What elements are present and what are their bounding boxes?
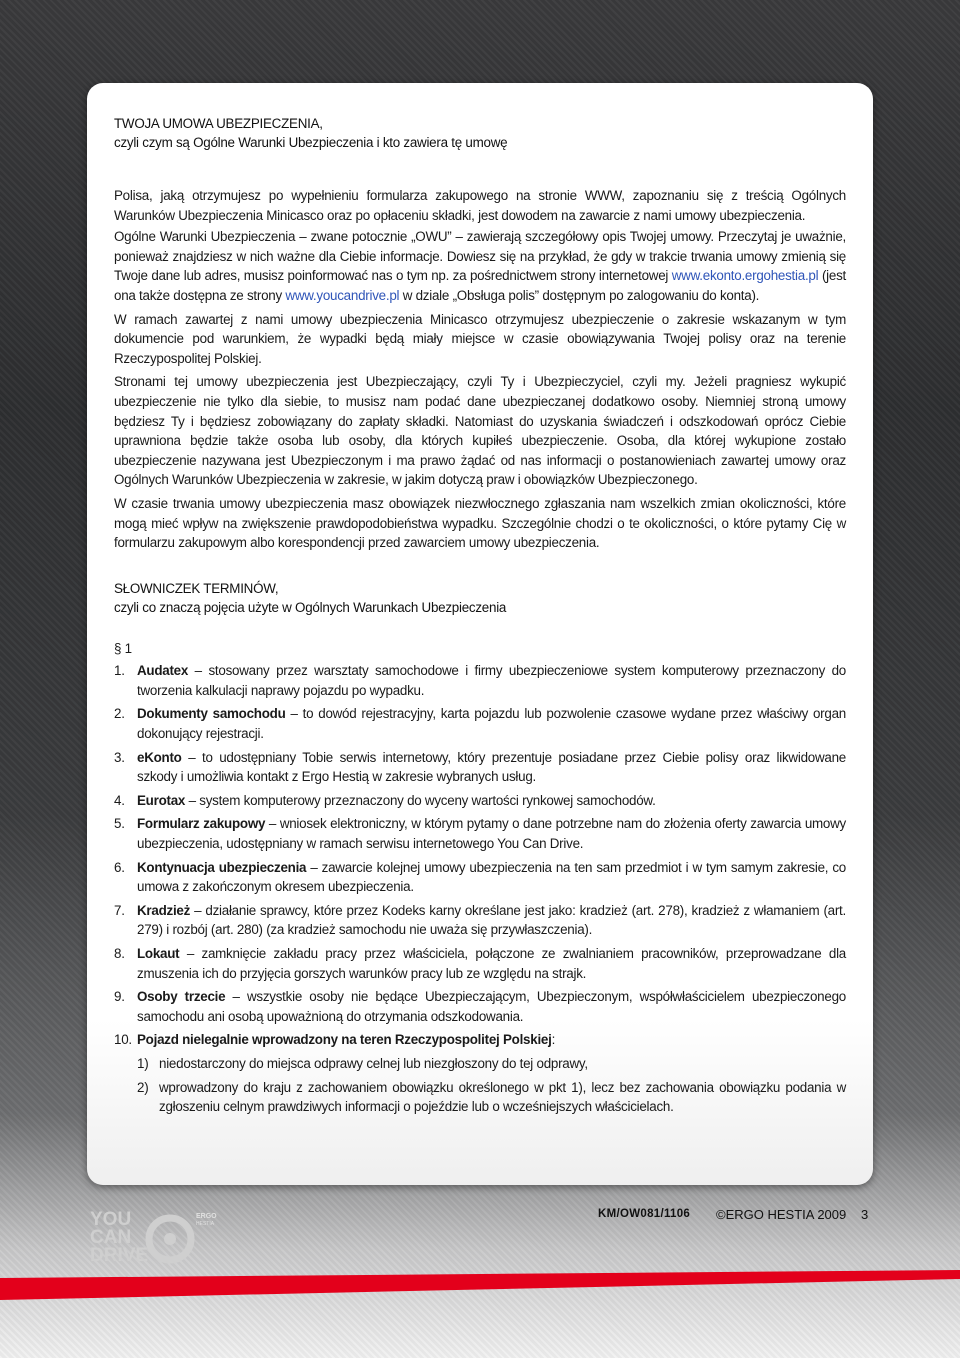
sub-item-number: 1): [137, 1055, 149, 1071]
definition-term: eKonto: [137, 749, 182, 765]
red-accent-stripe: [0, 1270, 960, 1300]
intro-p2-text-a: Ogólne Warunki Ubezpieczenia – zwane potocznie „OWU” – zawierają szczegółowy opis Twojej umowy. Przeczytaj je uważnie, ponieważ znajdziesz w nich ważne dla Ciebie informacje. Dowiesz się na przykład, że gdy w trakcie trwania umowy zmienią się Twoje dane lub adres, musisz poinformować nas o tym np. za pośrednictwem strony internetowej: [114, 229, 846, 284]
glossary-heading-line-2: czyli co znaczą pojęcia użyte w Ogólnych Warunkach Ubezpieczenia: [114, 599, 507, 615]
definition-item: [114, 1030, 846, 1116]
definition-number: 4.: [114, 792, 125, 808]
definition-number: 10.: [114, 1032, 132, 1048]
definition-number: 6.: [114, 859, 125, 875]
definition-term: Lokaut: [137, 946, 180, 961]
sub-item-number: 2): [137, 1079, 149, 1095]
document-content: [114, 114, 846, 1121]
definition-text: – wszystkie osoby nie będące Ubezpieczającym, Ubezpieczonym, współwłaścicielem ubezpieczonego samochodu ani osobą upoważnioną do otrzymania odszkodowania.: [137, 989, 846, 1024]
definition-number: 7.: [114, 902, 125, 918]
intro-paragraph-1: Polisa, jaką otrzymujesz po wypełnieniu formularza zakupowego na stronie WWW, zapoznaniu się z treścią Ogólnych Warunków Ubezpieczenia Minicasco oraz po opłaceniu składki, jest dowodem na zawarcie z nami umowy ubezpieczenia.: [114, 188, 846, 223]
heading-line-1: TWOJA UMOWA UBEZPIECZENIA,: [114, 116, 323, 131]
definition-item: [114, 987, 846, 1026]
definition-text: – system komputerowy przeznaczony do wyceny wartości rynkowej samochodów.: [185, 792, 656, 808]
definition-term: Pojazd nielegalnie wprowadzony na teren Rzeczypospolitej Polskiej: [137, 1032, 552, 1048]
document-code: KM/OW081/1106: [598, 1208, 691, 1220]
glossary-heading: [114, 579, 846, 617]
definition-number: 2.: [114, 706, 125, 722]
intro-paragraph-4: Stronami tej umowy ubezpieczenia jest Ubezpieczający, czyli Ty i Ubezpieczyciel, czyli my. Jeżeli pragniesz wykupić ubezpieczenie nie tylko dla siebie, to musisz nam podać dane ubezpieczanej dodatkowo osoby. Niemniej stroną umowy będziesz Ty i będziesz zobowiązany do zapłaty składki. Natomiast do uzyskania świadczeń i odszkodowań oprócz Ciebie uprawniona będzie także osoba lub osoby, dla których kupiłeś ubezpieczenie. Osoba, dla której wykupione zostało ubezpieczenie nazywana jest Ubezpieczonym i ma prawo żądać od nas informacji o postanowieniach zawartej umowy oraz Ogólnych Warunków Ubezpieczenia w zakresie, w jakim dotyczą praw i obowiązków Ubezpieczonego.: [114, 374, 846, 488]
definition-text: – to udostępniany Tobie serwis internetowy, który prezentuje posiadane przez Ciebie polisy oraz likwidowane szkody i umożliwia kontakt z Ergo Hestią w zakresie wybranych usług.: [137, 749, 846, 785]
definition-term: Kradzież: [137, 902, 191, 918]
sub-item-text: wprowadzony do kraju z zachowaniem obowiązku określonego w pkt 1), lecz bez zachowania obowiązku podania w zgłoszeniu celnym prawdziwych informacji o pojeździe lub o wcześniejszych właścicielach.: [159, 1079, 846, 1115]
logo-word-drive: DRIVE: [90, 1245, 149, 1265]
definition-text: – wniosek elektroniczny, w którym pytamy o dane potrzebne nam do złożenia oferty zawarcia umowy ubezpieczenia, udostępniany w ramach serwisu internetowego You Can Drive.: [137, 816, 846, 852]
definition-item: [114, 791, 846, 811]
logo-word-you: YOU: [90, 1209, 132, 1230]
sub-item: [137, 1054, 846, 1074]
definition-text: – działanie sprawcy, które przez Kodeks karny określane jest jako: kradzież (art. 278), kradzież z włamaniem (art. 279) i rozbój (art. 280) (za kradzież samochodu nie uważa się przywłaszczenia).: [137, 902, 846, 938]
definition-number: 8.: [114, 946, 125, 961]
definition-text: – zamknięcie zakładu pracy przez właściciela, połączone ze zwalnianiem pracowników, przeprowadzane dla zmuszenia ich do przyjęcia gorszych warunków pracy lub ze względu na strajk.: [137, 946, 846, 981]
youcandrive-link[interactable]: www.youcandrive.pl: [285, 287, 400, 303]
logo-brand-ergo: ERGO: [196, 1213, 217, 1220]
definition-item: [114, 748, 846, 787]
logo-brand-hestia: HESTIA: [196, 1221, 215, 1227]
sub-item: [137, 1078, 846, 1117]
definition-text: – stosowany przez warsztaty samochodowe i firmy ubezpieczeniowe system komputerowy przeznaczony do tworzenia kalkulacji naprawy pojazdu po wypadku.: [137, 663, 846, 698]
logo-word-can: CAN: [90, 1227, 132, 1248]
glossary-heading-line-1: SŁOWNICZEK TERMINÓW,: [114, 580, 279, 596]
definition-number: 9.: [114, 989, 125, 1005]
heading-line-2: czyli czym są Ogólne Warunki Ubezpieczenia i kto zawiera tę umowę: [114, 135, 508, 150]
intro-paragraph-3: W ramach zawartej z nami umowy ubezpieczenia Minicasco otrzymujesz ubezpieczenie o zakresie wskazanym w tym dokumencie pod warunkiem, że wypadki będą miały miejsce w czasie obowiązywania Twojej polisy oraz na terenie Rzeczypospolitej Polskiej.: [114, 311, 846, 366]
definition-item: [114, 704, 846, 743]
definition-term: Audatex: [137, 663, 189, 679]
definition-number: 5.: [114, 816, 125, 832]
intro-p2-text-c: w dziale „Obsługa polis” dostępnym po zalogowaniu do konta).: [399, 287, 760, 303]
definition-number: 1.: [114, 663, 125, 679]
page-number: 3: [861, 1207, 869, 1222]
definition-term: Formularz zakupowy: [137, 816, 266, 832]
definition-term: Eurotax: [137, 792, 186, 808]
paragraph-mark: § 1: [114, 640, 132, 656]
definition-text: :: [551, 1032, 556, 1048]
main-heading: [114, 114, 846, 152]
definition-item: [114, 901, 846, 940]
copyright: ©ERGO HESTIA 2009: [716, 1207, 847, 1222]
definition-item: [114, 661, 846, 700]
sub-item-text: niedostarczony do miejsca odprawy celnej lub niezgłoszony do tej odprawy,: [159, 1055, 588, 1071]
definition-item: [114, 858, 846, 897]
intro-paragraph-2: [114, 227, 846, 305]
intro-p2-text-b: (jest ona także dostępna ze strony: [114, 268, 846, 303]
definition-text: – to dowód rejestracyjny, karta pojazdu lub pozwolenie czasowe wydane przez właściwy organ dokonujący rejestracji.: [137, 706, 846, 742]
definitions-list: [114, 661, 846, 1116]
intro-paragraph-5: W czasie trwania umowy ubezpieczenia masz obowiązek niezwłocznego zgłaszania nam wszelkich zmian okoliczności, które mogą mieć wpływ na zwiększenie prawdopodobieństwa wypadku. Szczególnie chodzi o te okoliczności, o które pytamy Cię w formularzu zakupowym albo korespondencji przed zawarciem umowy ubezpieczenia.: [114, 495, 846, 551]
definition-term: Dokumenty samochodu: [137, 706, 286, 722]
youcandrive-logo: [88, 1205, 218, 1265]
definition-item: [114, 944, 846, 983]
definition-term: Kontynuacja ubezpieczenia: [137, 859, 307, 875]
ekonto-link[interactable]: www.ekonto.ergohestia.pl: [671, 268, 819, 284]
definition-term: Osoby trzecie: [137, 989, 226, 1005]
logo-dot-icon: [164, 1233, 176, 1245]
definition-text: – zawarcie kolejnej umowy ubezpieczenia na ten sam przedmiot i w tym samym zakresie, co umowa z zakończonym okresem ubezpieczenia.: [137, 859, 846, 895]
red-stripe-shape: [0, 1270, 960, 1300]
definition-item: [114, 814, 846, 853]
definition-number: 3.: [114, 749, 125, 765]
